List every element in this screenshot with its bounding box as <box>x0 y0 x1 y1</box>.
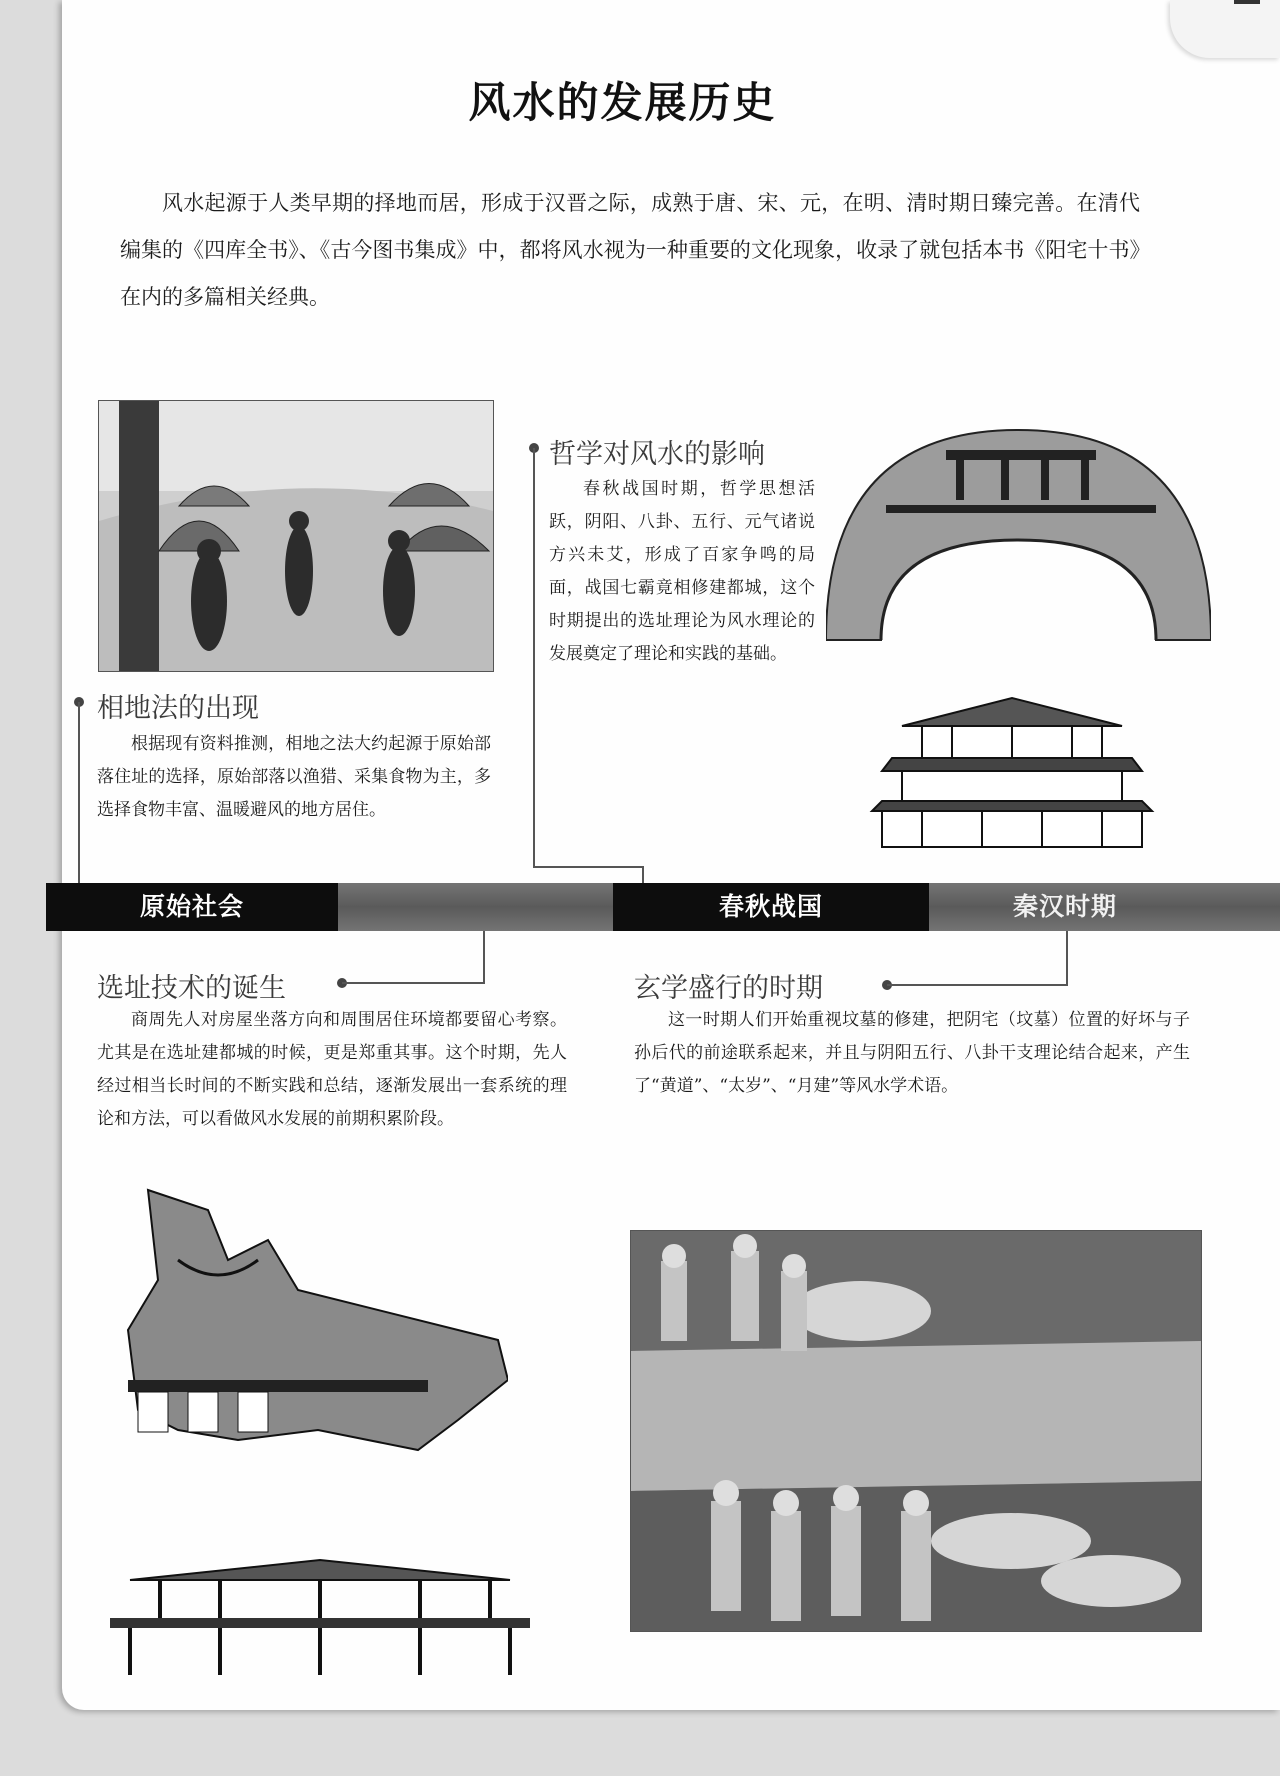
pottery-fragment-illustration <box>118 1180 508 1460</box>
timeline-era-qin-han: 秦汉时期 <box>1012 892 1117 921</box>
section-body-xuanxue: 这一时期人们开始重视坟墓的修建，把阴宅（坟墓）位置的好坏与子孙后代的前途联系起来，并且与阴阳五行、八卦干支理论结合起来，产生了“黄道”、“太岁”、“月建”等风水学术语。 <box>634 1010 1190 1096</box>
connector-line <box>78 702 80 884</box>
page-title: 风水的发展历史 <box>468 78 777 127</box>
intro-paragraph: 风水起源于人类早期的择地而居，形成于汉晋之际，成熟于唐、宋、元，在明、清时期日臻完善。在清代编集的《四库全书》、《古今图书集成》中，都将风水视为一种重要的文化现象，收录了就包括本书《阳宅十书》在内的多篇相关经典。 <box>120 191 1140 309</box>
timeline-era-primitive: 原始社会 <box>46 883 338 931</box>
section-title-xuanzhi: 选址技术的诞生 <box>97 973 286 1004</box>
connector-line <box>533 866 643 868</box>
section-body-xuanzhi: 商周先人对房屋坐落方向和周围居住环境都要留心考察。尤其是在选址建都城的时候，更是郑重其事。这个时期，先人经过相当长时间的不断实践和总结，逐渐发展出一套系统的理论和方法，可以看做风水发展的前期积累阶段。 <box>97 1010 567 1129</box>
section-title-xuanxue: 玄学盛行的时期 <box>634 973 823 1004</box>
connector-line <box>483 931 485 984</box>
stilt-house-illustration <box>90 1550 550 1680</box>
pavilion-section-illustration <box>862 686 1162 850</box>
connector-line <box>642 866 644 884</box>
primitive-village-illustration <box>98 400 494 672</box>
terracotta-warriors-photo <box>630 1230 1202 1632</box>
connector-line <box>342 982 484 984</box>
connector-line <box>533 448 535 868</box>
bronze-pattern-arch-illustration <box>826 410 1211 650</box>
section-title-xiangdi: 相地法的出现 <box>97 693 259 724</box>
section-body-xiangdi: 根据现有资料推测，相地之法大约起源于原始部落住址的选择，原始部落以渔猎、采集食物为主，多选择食物丰富、温暖避风的地方居住。 <box>97 734 491 820</box>
section-title-zhexue: 哲学对风水的影响 <box>549 439 765 470</box>
page-corner-tab[interactable] <box>1170 0 1280 58</box>
connector-line <box>1066 931 1068 986</box>
timeline-era-spring-autumn: 春秋战国 <box>613 883 929 931</box>
connector-line <box>887 984 1067 986</box>
section-body-zhexue: 春秋战国时期，哲学思想活跃，阴阳、八卦、五行、元气诸说方兴未艾，形成了百家争鸣的局面，战国七霸竟相修建都城，这个时期提出的选址理论为风水理论的发展奠定了理论和实践的基础。 <box>549 479 815 664</box>
